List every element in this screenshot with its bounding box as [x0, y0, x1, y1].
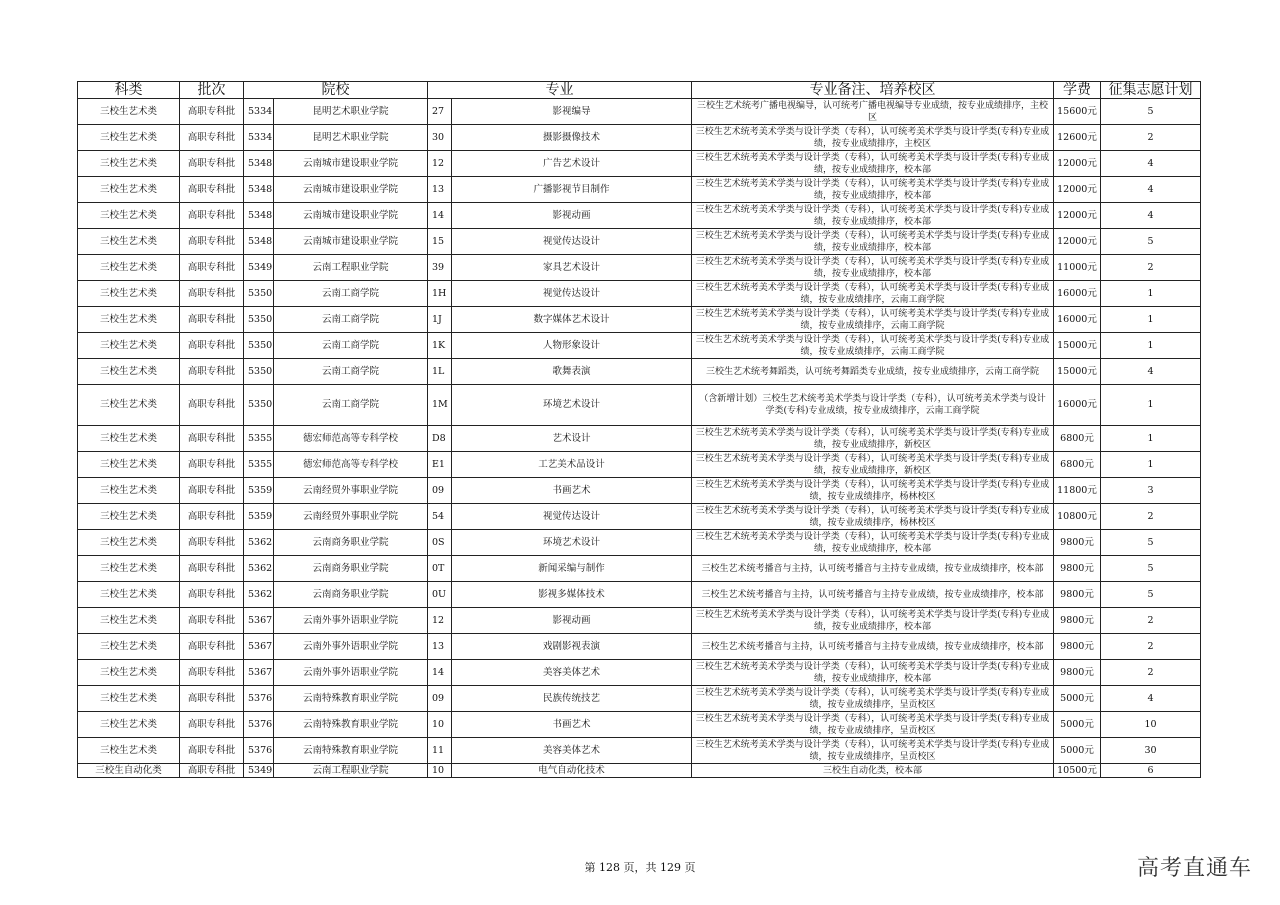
header-plan: 征集志愿计划: [1101, 82, 1201, 99]
note-cell: 三校生艺术统考美术学类与设计学类（专科），认可统考美术学类与设计学类(专科)专业成绩，按专业成绩排序，呈贡校区: [692, 738, 1054, 764]
school-cell: 德宏师范高等专科学校: [274, 426, 428, 452]
note-cell: 三校生艺术统考美术学类与设计学类（专科），认可统考美术学类与设计学类(专科)专业成绩，按专业成绩排序，校本部: [692, 608, 1054, 634]
fee-cell: 9800元: [1054, 608, 1101, 634]
major-cell: 广播影视节目制作: [452, 177, 692, 203]
school-code-cell: 5350: [244, 359, 274, 385]
plan-cell: 1: [1101, 281, 1201, 307]
category-cell: 三校生艺术类: [78, 452, 180, 478]
category-cell: 三校生艺术类: [78, 151, 180, 177]
fee-cell: 6800元: [1054, 426, 1101, 452]
note-cell: 三校生艺术统考美术学类与设计学类（专科），认可统考美术学类与设计学类(专科)专业成绩，按专业成绩排序，校本部: [692, 660, 1054, 686]
fee-cell: 9800元: [1054, 582, 1101, 608]
category-cell: 三校生艺术类: [78, 229, 180, 255]
table-row: [78, 478, 1201, 504]
table-row: [78, 686, 1201, 712]
school-cell: 云南工商学院: [274, 359, 428, 385]
fee-cell: 16000元: [1054, 385, 1101, 426]
major-code-cell: E1: [428, 452, 452, 478]
note-cell: 三校生艺术统考美术学类与设计学类（专科），认可统考美术学类与设计学类(专科)专业成绩，按专业成绩排序，主校区: [692, 125, 1054, 151]
category-cell: 三校生艺术类: [78, 556, 180, 582]
category-cell: 三校生艺术类: [78, 281, 180, 307]
table-row: [78, 452, 1201, 478]
batch-cell: 高职专科批: [180, 359, 244, 385]
major-code-cell: 14: [428, 203, 452, 229]
fee-cell: 16000元: [1054, 307, 1101, 333]
major-cell: 环境艺术设计: [452, 385, 692, 426]
note-cell: 三校生艺术统考美术学类与设计学类（专科），认可统考美术学类与设计学类(专科)专业成绩，按专业成绩排序，杨林校区: [692, 478, 1054, 504]
plan-cell: 2: [1101, 634, 1201, 660]
batch-cell: 高职专科批: [180, 608, 244, 634]
school-code-cell: 5376: [244, 686, 274, 712]
fee-cell: 10800元: [1054, 504, 1101, 530]
note-cell: 三校生艺术统考美术学类与设计学类（专科），认可统考美术学类与设计学类(专科)专业成绩，按专业成绩排序，云南工商学院: [692, 281, 1054, 307]
school-code-cell: 5367: [244, 608, 274, 634]
table-row: [78, 530, 1201, 556]
major-code-cell: 1H: [428, 281, 452, 307]
school-code-cell: 5350: [244, 333, 274, 359]
category-cell: 三校生艺术类: [78, 307, 180, 333]
batch-cell: 高职专科批: [180, 426, 244, 452]
table-row: [78, 99, 1201, 125]
batch-cell: 高职专科批: [180, 255, 244, 281]
plan-cell: 1: [1101, 452, 1201, 478]
school-code-cell: 5359: [244, 478, 274, 504]
table-row: [78, 281, 1201, 307]
major-code-cell: 1M: [428, 385, 452, 426]
fee-cell: 12000元: [1054, 229, 1101, 255]
plan-cell: 30: [1101, 738, 1201, 764]
school-cell: 云南工程职业学院: [274, 764, 428, 778]
plan-cell: 5: [1101, 99, 1201, 125]
fee-cell: 5000元: [1054, 686, 1101, 712]
plan-cell: 1: [1101, 426, 1201, 452]
table-row: [78, 255, 1201, 281]
note-cell: 三校生艺术统考美术学类与设计学类（专科），认可统考美术学类与设计学类(专科)专业成绩，按专业成绩排序，呈贡校区: [692, 712, 1054, 738]
school-code-cell: 5348: [244, 203, 274, 229]
table-row: [78, 504, 1201, 530]
fee-cell: 9800元: [1054, 556, 1101, 582]
plan-cell: 2: [1101, 255, 1201, 281]
note-cell: 三校生自动化类，校本部: [692, 764, 1054, 778]
table-row: [78, 177, 1201, 203]
category-cell: 三校生艺术类: [78, 255, 180, 281]
school-cell: 云南城市建设职业学院: [274, 151, 428, 177]
table-row: [78, 556, 1201, 582]
header-batch: 批次: [180, 82, 244, 99]
school-cell: 昆明艺术职业学院: [274, 125, 428, 151]
category-cell: 三校生艺术类: [78, 712, 180, 738]
school-cell: 云南外事外语职业学院: [274, 608, 428, 634]
fee-cell: 5000元: [1054, 738, 1101, 764]
major-cell: 视觉传达设计: [452, 229, 692, 255]
note-cell: 三校生艺术统考广播电视编导，认可统考广播电视编导专业成绩，按专业成绩排序，主校区: [692, 99, 1054, 125]
category-cell: 三校生艺术类: [78, 385, 180, 426]
major-code-cell: 13: [428, 634, 452, 660]
category-cell: 三校生艺术类: [78, 478, 180, 504]
school-code-cell: 5355: [244, 426, 274, 452]
school-cell: 云南商务职业学院: [274, 582, 428, 608]
school-code-cell: 5362: [244, 530, 274, 556]
major-code-cell: 1J: [428, 307, 452, 333]
major-code-cell: 1L: [428, 359, 452, 385]
watermark: 高考直通车: [1136, 856, 1252, 881]
table-row: [78, 426, 1201, 452]
batch-cell: 高职专科批: [180, 177, 244, 203]
school-code-cell: 5362: [244, 582, 274, 608]
plan-cell: 2: [1101, 608, 1201, 634]
category-cell: 三校生艺术类: [78, 686, 180, 712]
school-code-cell: 5348: [244, 229, 274, 255]
school-cell: 云南城市建设职业学院: [274, 203, 428, 229]
batch-cell: 高职专科批: [180, 281, 244, 307]
school-cell: 云南外事外语职业学院: [274, 660, 428, 686]
fee-cell: 12600元: [1054, 125, 1101, 151]
note-cell: （含新增计划）三校生艺术统考美术学类与设计学类（专科），认可统考美术学类与设计学类(专科)专业成绩，按专业成绩排序，云南工商学院: [692, 385, 1054, 426]
major-cell: 影视多媒体技术: [452, 582, 692, 608]
category-cell: 三校生艺术类: [78, 634, 180, 660]
note-cell: 三校生艺术统考美术学类与设计学类（专科），认可统考美术学类与设计学类(专科)专业成绩，按专业成绩排序，云南工商学院: [692, 333, 1054, 359]
school-code-cell: 5362: [244, 556, 274, 582]
school-code-cell: 5350: [244, 385, 274, 426]
school-code-cell: 5334: [244, 99, 274, 125]
batch-cell: 高职专科批: [180, 385, 244, 426]
fee-cell: 6800元: [1054, 452, 1101, 478]
school-cell: 云南经贸外事职业学院: [274, 504, 428, 530]
header-school: 院校: [244, 82, 428, 99]
school-cell: 云南工商学院: [274, 385, 428, 426]
category-cell: 三校生艺术类: [78, 333, 180, 359]
table-row: [78, 125, 1201, 151]
plan-cell: 5: [1101, 582, 1201, 608]
batch-cell: 高职专科批: [180, 556, 244, 582]
fee-cell: 11000元: [1054, 255, 1101, 281]
school-code-cell: 5350: [244, 307, 274, 333]
table-row: [78, 229, 1201, 255]
batch-cell: 高职专科批: [180, 582, 244, 608]
school-code-cell: 5348: [244, 151, 274, 177]
note-cell: 三校生艺术统考播音与主持，认可统考播音与主持专业成绩，按专业成绩排序，校本部: [692, 556, 1054, 582]
major-cell: 艺术设计: [452, 426, 692, 452]
batch-cell: 高职专科批: [180, 229, 244, 255]
school-cell: 云南外事外语职业学院: [274, 634, 428, 660]
category-cell: 三校生自动化类: [78, 764, 180, 778]
school-code-cell: 5355: [244, 452, 274, 478]
fee-cell: 15600元: [1054, 99, 1101, 125]
major-cell: 影视编导: [452, 99, 692, 125]
major-cell: 数字媒体艺术设计: [452, 307, 692, 333]
major-cell: 摄影摄像技术: [452, 125, 692, 151]
major-cell: 工艺美术品设计: [452, 452, 692, 478]
major-cell: 美容美体艺术: [452, 738, 692, 764]
note-cell: 三校生艺术统考美术学类与设计学类（专科），认可统考美术学类与设计学类(专科)专业成绩，按专业成绩排序，校本部: [692, 151, 1054, 177]
major-code-cell: 09: [428, 478, 452, 504]
category-cell: 三校生艺术类: [78, 504, 180, 530]
major-cell: 电气自动化技术: [452, 764, 692, 778]
note-cell: 三校生艺术统考美术学类与设计学类（专科），认可统考美术学类与设计学类(专科)专业成绩，按专业成绩排序，云南工商学院: [692, 307, 1054, 333]
batch-cell: 高职专科批: [180, 686, 244, 712]
note-cell: 三校生艺术统考美术学类与设计学类（专科），认可统考美术学类与设计学类(专科)专业成绩，按专业成绩排序，校本部: [692, 255, 1054, 281]
school-cell: 云南经贸外事职业学院: [274, 478, 428, 504]
batch-cell: 高职专科批: [180, 660, 244, 686]
major-cell: 家具艺术设计: [452, 255, 692, 281]
note-cell: 三校生艺术统考美术学类与设计学类（专科），认可统考美术学类与设计学类(专科)专业成绩，按专业成绩排序，校本部: [692, 177, 1054, 203]
plan-cell: 4: [1101, 203, 1201, 229]
school-code-cell: 5359: [244, 504, 274, 530]
fee-cell: 12000元: [1054, 177, 1101, 203]
category-cell: 三校生艺术类: [78, 530, 180, 556]
fee-cell: 12000元: [1054, 203, 1101, 229]
note-cell: 三校生艺术统考美术学类与设计学类（专科），认可统考美术学类与设计学类(专科)专业成绩，按专业成绩排序，杨林校区: [692, 504, 1054, 530]
school-cell: 云南商务职业学院: [274, 530, 428, 556]
school-cell: 云南特殊教育职业学院: [274, 686, 428, 712]
table-row: [78, 608, 1201, 634]
plan-cell: 6: [1101, 764, 1201, 778]
batch-cell: 高职专科批: [180, 530, 244, 556]
major-code-cell: 54: [428, 504, 452, 530]
major-cell: 美容美体艺术: [452, 660, 692, 686]
major-cell: 书画艺术: [452, 712, 692, 738]
batch-cell: 高职专科批: [180, 452, 244, 478]
page-number: 第 128 页，共 129 页: [584, 861, 696, 874]
batch-cell: 高职专科批: [180, 151, 244, 177]
major-code-cell: 0T: [428, 556, 452, 582]
category-cell: 三校生艺术类: [78, 660, 180, 686]
table-row: [78, 660, 1201, 686]
school-code-cell: 5348: [244, 177, 274, 203]
fee-cell: 15000元: [1054, 333, 1101, 359]
school-cell: 云南特殊教育职业学院: [274, 738, 428, 764]
school-code-cell: 5376: [244, 712, 274, 738]
school-cell: 德宏师范高等专科学校: [274, 452, 428, 478]
major-cell: 歌舞表演: [452, 359, 692, 385]
school-cell: 云南工商学院: [274, 281, 428, 307]
school-code-cell: 5350: [244, 281, 274, 307]
table-row: [78, 738, 1201, 764]
major-code-cell: 12: [428, 151, 452, 177]
header-major: 专业: [428, 82, 692, 99]
table-row: [78, 307, 1201, 333]
category-cell: 三校生艺术类: [78, 359, 180, 385]
enrollment-table: [77, 81, 1201, 778]
batch-cell: 高职专科批: [180, 203, 244, 229]
plan-cell: 1: [1101, 385, 1201, 426]
fee-cell: 9800元: [1054, 634, 1101, 660]
plan-cell: 4: [1101, 359, 1201, 385]
major-cell: 视觉传达设计: [452, 504, 692, 530]
plan-cell: 4: [1101, 151, 1201, 177]
plan-cell: 4: [1101, 686, 1201, 712]
major-code-cell: D8: [428, 426, 452, 452]
batch-cell: 高职专科批: [180, 712, 244, 738]
plan-cell: 10: [1101, 712, 1201, 738]
school-code-cell: 5367: [244, 660, 274, 686]
table-row: [78, 359, 1201, 385]
major-cell: 民族传统技艺: [452, 686, 692, 712]
major-code-cell: 1K: [428, 333, 452, 359]
fee-cell: 15000元: [1054, 359, 1101, 385]
major-cell: 影视动画: [452, 203, 692, 229]
batch-cell: 高职专科批: [180, 738, 244, 764]
batch-cell: 高职专科批: [180, 333, 244, 359]
note-cell: 三校生艺术统考美术学类与设计学类（专科），认可统考美术学类与设计学类(专科)专业成绩，按专业成绩排序，新校区: [692, 426, 1054, 452]
school-cell: 云南商务职业学院: [274, 556, 428, 582]
school-code-cell: 5349: [244, 764, 274, 778]
major-code-cell: 0U: [428, 582, 452, 608]
table-row: [78, 764, 1201, 778]
school-cell: 云南工商学院: [274, 333, 428, 359]
school-cell: 昆明艺术职业学院: [274, 99, 428, 125]
note-cell: 三校生艺术统考美术学类与设计学类（专科），认可统考美术学类与设计学类(专科)专业成绩，按专业成绩排序，校本部: [692, 229, 1054, 255]
major-cell: 影视动画: [452, 608, 692, 634]
table-row: [78, 203, 1201, 229]
major-cell: 书画艺术: [452, 478, 692, 504]
plan-cell: 2: [1101, 504, 1201, 530]
note-cell: 三校生艺术统考美术学类与设计学类（专科），认可统考美术学类与设计学类(专科)专业成绩，按专业成绩排序，校本部: [692, 203, 1054, 229]
plan-cell: 3: [1101, 478, 1201, 504]
category-cell: 三校生艺术类: [78, 426, 180, 452]
category-cell: 三校生艺术类: [78, 608, 180, 634]
category-cell: 三校生艺术类: [78, 582, 180, 608]
category-cell: 三校生艺术类: [78, 125, 180, 151]
plan-cell: 5: [1101, 229, 1201, 255]
school-cell: 云南特殊教育职业学院: [274, 712, 428, 738]
major-code-cell: 14: [428, 660, 452, 686]
fee-cell: 11800元: [1054, 478, 1101, 504]
note-cell: 三校生艺术统考播音与主持，认可统考播音与主持专业成绩，按专业成绩排序，校本部: [692, 634, 1054, 660]
plan-cell: 2: [1101, 125, 1201, 151]
major-code-cell: 30: [428, 125, 452, 151]
fee-cell: 9800元: [1054, 660, 1101, 686]
fee-cell: 12000元: [1054, 151, 1101, 177]
major-code-cell: 15: [428, 229, 452, 255]
table-row: [78, 634, 1201, 660]
major-code-cell: 39: [428, 255, 452, 281]
table-row: [78, 712, 1201, 738]
table-row: [78, 582, 1201, 608]
plan-cell: 1: [1101, 333, 1201, 359]
major-code-cell: 11: [428, 738, 452, 764]
school-cell: 云南工程职业学院: [274, 255, 428, 281]
fee-cell: 10500元: [1054, 764, 1101, 778]
school-cell: 云南城市建设职业学院: [274, 177, 428, 203]
plan-cell: 5: [1101, 556, 1201, 582]
major-cell: 人物形象设计: [452, 333, 692, 359]
category-cell: 三校生艺术类: [78, 203, 180, 229]
header-fee: 学费: [1054, 82, 1101, 99]
plan-cell: 4: [1101, 177, 1201, 203]
major-cell: 新闻采编与制作: [452, 556, 692, 582]
batch-cell: 高职专科批: [180, 764, 244, 778]
category-cell: 三校生艺术类: [78, 99, 180, 125]
fee-cell: 16000元: [1054, 281, 1101, 307]
batch-cell: 高职专科批: [180, 478, 244, 504]
school-code-cell: 5349: [244, 255, 274, 281]
fee-cell: 9800元: [1054, 530, 1101, 556]
major-code-cell: 0S: [428, 530, 452, 556]
batch-cell: 高职专科批: [180, 99, 244, 125]
major-cell: 戏剧影视表演: [452, 634, 692, 660]
batch-cell: 高职专科批: [180, 504, 244, 530]
note-cell: 三校生艺术统考美术学类与设计学类（专科），认可统考美术学类与设计学类(专科)专业成绩，按专业成绩排序，新校区: [692, 452, 1054, 478]
table-row: [78, 333, 1201, 359]
header-category: 科类: [78, 82, 180, 99]
major-code-cell: 10: [428, 764, 452, 778]
school-code-cell: 5376: [244, 738, 274, 764]
plan-cell: 1: [1101, 307, 1201, 333]
major-code-cell: 10: [428, 712, 452, 738]
note-cell: 三校生艺术统考舞蹈类，认可统考舞蹈类专业成绩，按专业成绩排序，云南工商学院: [692, 359, 1054, 385]
category-cell: 三校生艺术类: [78, 177, 180, 203]
note-cell: 三校生艺术统考美术学类与设计学类（专科），认可统考美术学类与设计学类(专科)专业成绩，按专业成绩排序，呈贡校区: [692, 686, 1054, 712]
school-cell: 云南城市建设职业学院: [274, 229, 428, 255]
batch-cell: 高职专科批: [180, 125, 244, 151]
major-cell: 环境艺术设计: [452, 530, 692, 556]
major-cell: 视觉传达设计: [452, 281, 692, 307]
plan-cell: 5: [1101, 530, 1201, 556]
note-cell: 三校生艺术统考美术学类与设计学类（专科），认可统考美术学类与设计学类(专科)专业成绩，按专业成绩排序，校本部: [692, 530, 1054, 556]
major-code-cell: 12: [428, 608, 452, 634]
batch-cell: 高职专科批: [180, 307, 244, 333]
note-cell: 三校生艺术统考播音与主持，认可统考播音与主持专业成绩，按专业成绩排序，校本部: [692, 582, 1054, 608]
table-row: [78, 385, 1201, 426]
plan-cell: 2: [1101, 660, 1201, 686]
fee-cell: 5000元: [1054, 712, 1101, 738]
school-code-cell: 5334: [244, 125, 274, 151]
major-code-cell: 13: [428, 177, 452, 203]
school-cell: 云南工商学院: [274, 307, 428, 333]
school-code-cell: 5367: [244, 634, 274, 660]
major-code-cell: 09: [428, 686, 452, 712]
header-row: [78, 82, 1201, 99]
category-cell: 三校生艺术类: [78, 738, 180, 764]
table-row: [78, 151, 1201, 177]
major-code-cell: 27: [428, 99, 452, 125]
batch-cell: 高职专科批: [180, 634, 244, 660]
header-note: 专业备注、培养校区: [692, 82, 1054, 99]
major-cell: 广告艺术设计: [452, 151, 692, 177]
